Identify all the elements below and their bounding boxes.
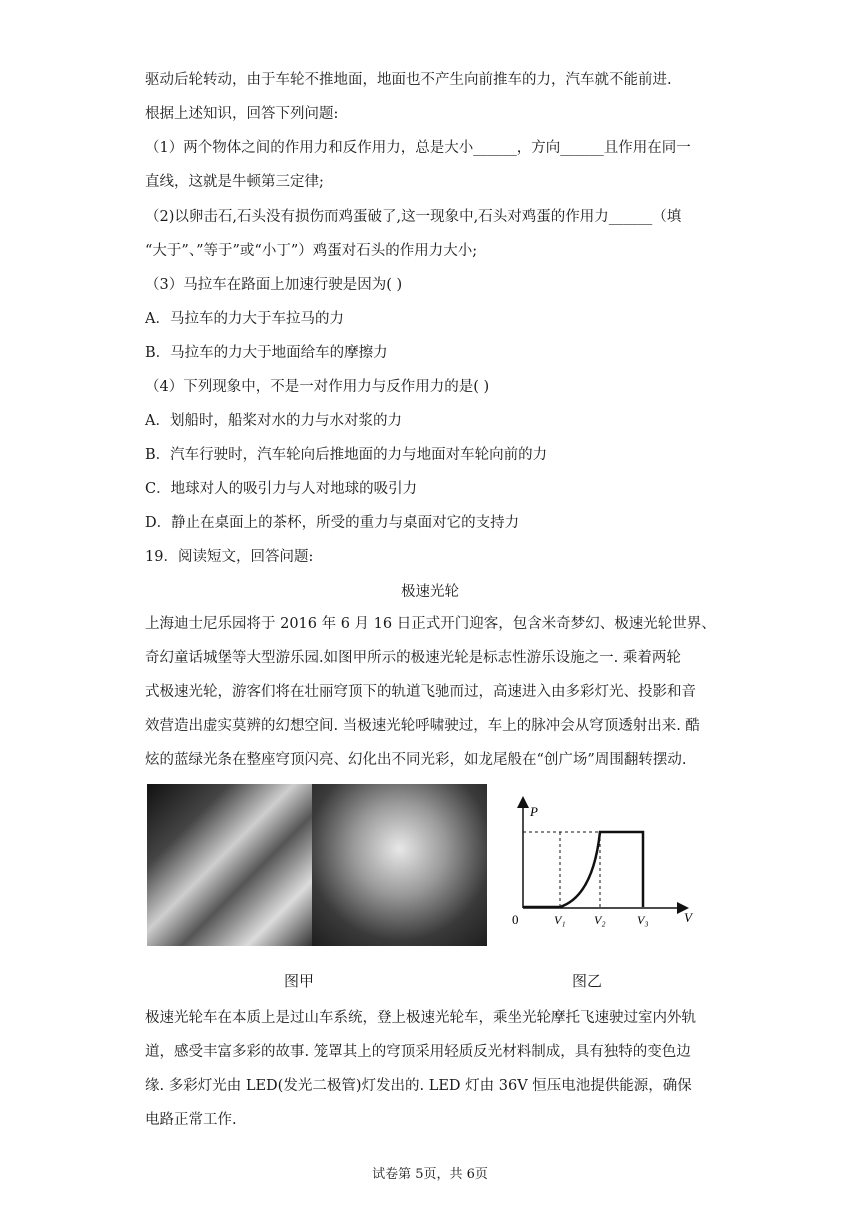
option-a: A．马拉车的力大于车拉马的力 — [145, 311, 344, 327]
text-line: 驱动后轮转动，由于车轮不推地面，地面也不产生向前推车的力，汽车就不能前进. — [145, 72, 672, 88]
option-a: A．划船时，船桨对水的力与水对浆的力 — [145, 413, 402, 429]
body-line: 缘. 多彩灯光由 LED(发光二极管)灯发出的. LED 灯由 36V 恒压电池提供能源，确保 — [145, 1078, 692, 1094]
body-line: 道，感受丰富多彩的故事. 笼罩其上的穹顶采用轻质反光材料制成，具有独特的变色边 — [145, 1044, 691, 1060]
castle-photo — [312, 784, 487, 946]
article-line: 上海迪士尼乐园将于 2016 年 6 月 16 日正式开门迎客，包含米奇梦幻、极速光轮世界、 — [145, 616, 716, 632]
option-b: B．汽车行驶时，汽车轮向后推地面的力与地面对车轮向前的力 — [145, 447, 548, 463]
pv-graph — [508, 796, 698, 936]
y-axis-label: P — [530, 804, 538, 819]
text-line: 直线，这就是牛顿第三定律; — [145, 174, 324, 190]
article-line: 炫的蓝绿光条在整座穹顶闪亮、幻化出不同光彩，如龙尾般在“创广场”周围翻转摆动. — [145, 752, 687, 768]
text-line: 根据上述知识，回答下列问题: — [145, 106, 339, 122]
text-line: （2)以卵击石,石头没有损伤而鸡蛋破了,这一现象中,石头对鸡蛋的作用力______（填 — [145, 209, 682, 225]
article-line: 效营造出虚实莫辨的幻想空间. 当极速光轮呼啸驶过，车上的脉冲会从穹顶透射出来. 酷 — [145, 718, 700, 734]
text-line: （1）两个物体之间的作用力和反作用力，总是大小______，方向______且作用在同一 — [145, 140, 691, 156]
option-c: C．地球对人的吸引力与人对地球的吸引力 — [145, 481, 418, 497]
option-d: D．静止在桌面上的茶杯，所受的重力与桌面对它的支持力 — [145, 515, 520, 531]
text-line: “大于”、”等于”或“小丁”）鸡蛋对石头的作用力大小; — [145, 243, 478, 259]
question-4: （4）下列现象中，不是一对作用力与反作用力的是( ) — [145, 379, 490, 395]
tick-label: V₁ — [554, 913, 566, 927]
caption-right: 图乙 — [572, 972, 603, 990]
figure-photo — [147, 784, 487, 946]
caption-left: 图甲 — [284, 972, 315, 990]
page-footer: 试卷第 5页，共 6页 — [372, 1167, 488, 1182]
option-b: B．马拉车的力大于地面给车的摩擦力 — [145, 345, 388, 361]
origin-label: 0 — [512, 912, 519, 927]
x-axis-label: V — [684, 910, 692, 925]
article-line: 奇幻童话城堡等大型游乐园.如图甲所示的极速光轮是标志性游乐设施之一. 乘着两轮 — [145, 650, 681, 666]
tick-label: V₃ — [637, 913, 649, 927]
tick-label: V₂ — [594, 913, 606, 927]
question-3: （3）马拉车在路面上加速行驶是因为( ) — [145, 277, 403, 293]
question-19: 19．阅读短文，回答问题: — [145, 549, 314, 565]
article-line: 式极速光轮，游客们将在壮丽穹顶下的轨道飞驰而过，高速进入由多彩灯光、投影和音 — [145, 684, 696, 700]
power-curve — [523, 832, 643, 907]
article-title: 极速光轮 — [401, 584, 459, 600]
tunnel-photo — [147, 784, 312, 946]
body-line: 电路正常工作. — [145, 1112, 237, 1128]
body-line: 极速光轮车在本质上是过山车系统，登上极速光轮车，乘坐光轮摩托飞速驶过室内外轨 — [145, 1010, 696, 1026]
